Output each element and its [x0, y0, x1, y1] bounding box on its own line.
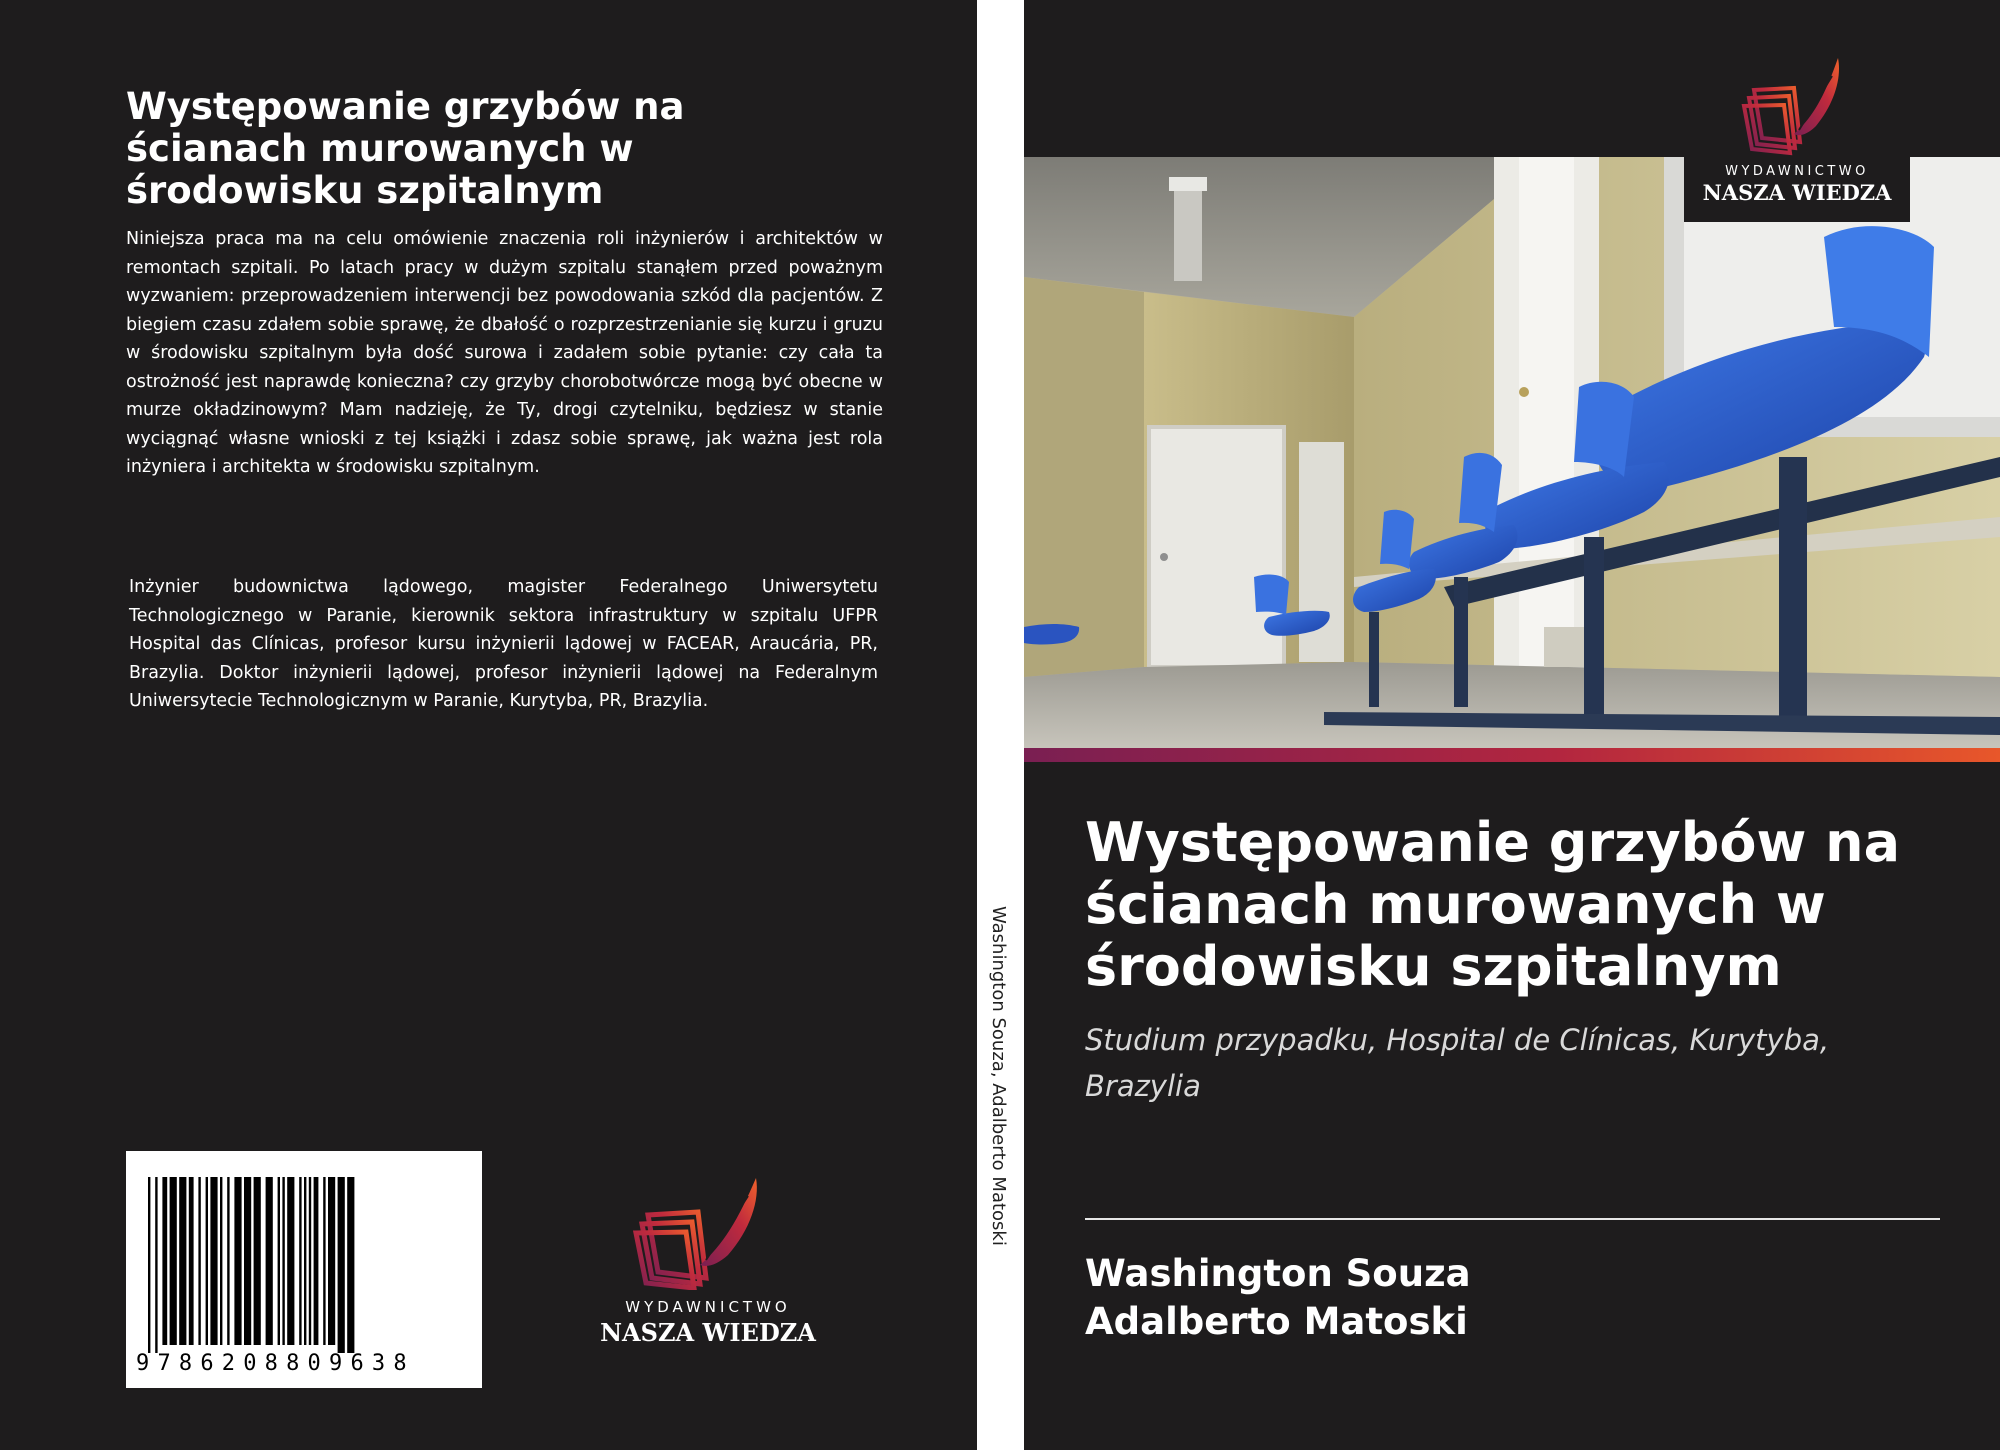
barcode-bar	[206, 1177, 208, 1345]
spine-authors: Washington Souza, Adalberto Matoski	[988, 906, 1009, 1246]
barcode-bar	[309, 1177, 311, 1345]
hospital-corridor-image	[1024, 157, 2000, 748]
barcode-bar	[148, 1177, 150, 1353]
accent-stripe	[1024, 748, 2000, 762]
author-name-2: Adalberto Matoski	[1085, 1300, 1468, 1343]
publisher-logo-back	[588, 1160, 828, 1350]
publisher-line2: NASZA WIEDZA	[600, 1318, 816, 1347]
publisher-line1: WYDAWNICTWO	[1725, 164, 1869, 179]
front-cover-title: Występowanie grzybów na ścianach murowanych w środowisku szpitalnym	[1085, 811, 1901, 998]
barcode-bar	[227, 1177, 229, 1345]
barcode-bar	[278, 1177, 280, 1345]
barcode-bar	[338, 1177, 345, 1353]
barcode-bar	[287, 1177, 294, 1345]
barcode-bar	[189, 1177, 194, 1345]
barcode-bar	[179, 1177, 186, 1345]
spine-text	[978, 906, 1023, 1301]
cover-photo	[1024, 157, 2000, 748]
barcode-bar	[299, 1177, 301, 1345]
author-bio: Inżynier budownictwa lądowego, magister Federalnego Uniwersytetu Technologicznego w Paranie, kierownik sektora infrastruktury w szpitalu UFPR Hospital das Clínicas, profesor kursu inżynierii lądowej w FACEAR, Araucária, PR, Brazylia. Doktor inżynierii lądowej, profesor inżynierii lądowej na Federalnym Uniwersytecie Technologicznym w Paranie, Kurytyba, PR, Brazylia.	[129, 577, 878, 711]
front-cover-subtitle: Studium przypadku, Hospital de Clínicas, Kurytyba, Brazylia	[1085, 1023, 1830, 1103]
barcode-bar	[234, 1177, 241, 1345]
barcode-bar	[170, 1177, 177, 1345]
barcode-bar	[282, 1177, 284, 1345]
book-quill-icon	[588, 1160, 828, 1290]
barcode-bar	[210, 1177, 217, 1345]
barcode-bar	[254, 1177, 261, 1345]
publisher-logo-front	[1684, 50, 1910, 222]
barcode-bar	[198, 1177, 200, 1345]
barcode-bar	[266, 1177, 273, 1345]
book-quill-icon	[1684, 50, 1910, 160]
back-cover-description: Niniejsza praca ma na celu omówienie znaczenia roli inżynierów i architektów w remontach szpitali. Po latach pracy w dużym szpitalu stanąłem przed poważnym wyzwaniem: przeprowadzeniem interwencji bez powodowania szkód dla pacjentów. Z biegiem czasu zdałem sobie sprawę, że dbałość o rozprzestrzenianie się kurzu i gruzu w środowisku szpitalnym była dość surowa i zadałem sobie pytanie: czy cała ta ostrożność jest naprawdę konieczna? czy grzyby chorobotwórcze mogą być obecne w murze okładzinowym? Mam nadzieję, że Ty, drogi czytelniku, będziesz w stanie wyciągnąć własne wnioski z tej książki i zdasz sobie sprawę, jak ważna jest rola inżyniera i architekta w środowisku szpitalnym.	[126, 229, 883, 477]
publisher-line1: WYDAWNICTWO	[625, 1298, 791, 1316]
barcode-bar	[347, 1177, 354, 1353]
barcode-bar	[244, 1177, 251, 1345]
divider	[1085, 1218, 1940, 1220]
back-cover-title: Występowanie grzybów na ścianach murowanych w środowisku szpitalnym	[126, 85, 685, 212]
barcode-bar	[314, 1177, 319, 1345]
author-name-1: Washington Souza	[1085, 1252, 1471, 1295]
isbn-digits: 9786208809638	[136, 1351, 415, 1376]
barcode-bar	[162, 1177, 167, 1345]
barcode-bar	[323, 1177, 325, 1345]
publisher-line2: NASZA WIEDZA	[1702, 180, 1892, 205]
barcode-bar	[328, 1177, 335, 1345]
barcode-bar	[155, 1177, 157, 1353]
barcode-bar	[304, 1177, 306, 1345]
barcode-bar	[220, 1177, 222, 1345]
isbn-barcode	[126, 1151, 482, 1388]
